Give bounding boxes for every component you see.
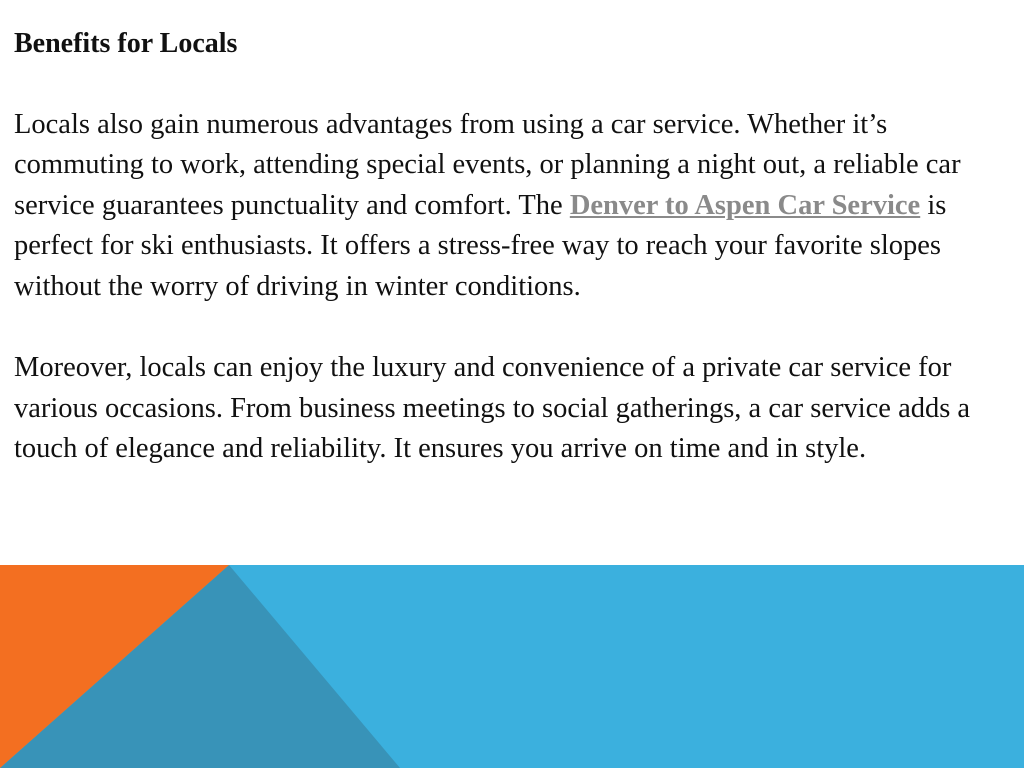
decorative-footer-shapes bbox=[0, 565, 1024, 768]
paragraph-private-car-service: Moreover, locals can enjoy the luxury and convenience of a private car service for various occasions. From business meetings to social gatherings, a car service adds a touch of elegance and reliability. It ensures you arrive on time and in style. bbox=[14, 352, 971, 465]
slide-content bbox=[14, 24, 1014, 470]
denver-aspen-car-service-link[interactable]: Denver to Aspen Car Service bbox=[569, 189, 921, 221]
paragraph-text-before-link: Locals also gain numerous advantages from using a car service. Whether it’s commuting to work, attending special events, or planning a night out, a reliable car service guarantees punctuality and comfort. The bbox=[14, 108, 961, 221]
paragraph-text-after-link: is perfect for ski enthusiasts. It offers a stress-free way to reach your favorite slopes without the worry of driving in winter conditions. bbox=[14, 189, 947, 302]
paragraph-locals-advantages bbox=[14, 105, 1014, 308]
section-heading: Benefits for Locals bbox=[14, 28, 238, 59]
